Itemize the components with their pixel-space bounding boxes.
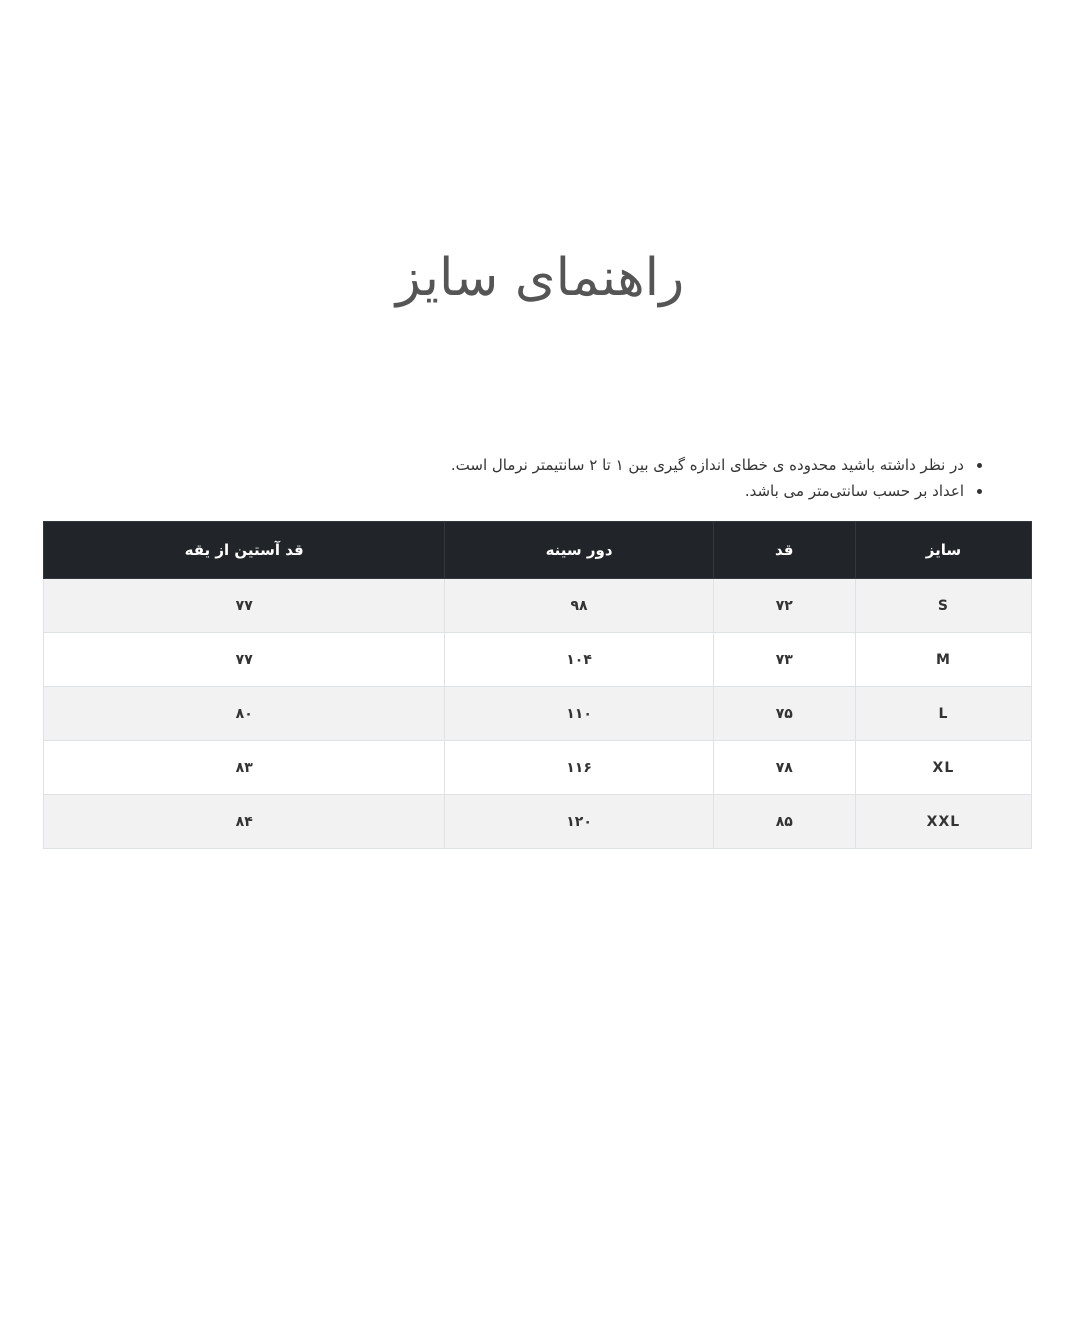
cell-sleeve-length: ۸۴: [44, 795, 445, 849]
cell-size: L: [855, 687, 1031, 741]
table-row: [44, 795, 1032, 849]
table-row: [44, 579, 1032, 633]
table-header: [44, 522, 1032, 579]
cell-chest: ۱۱۶: [445, 741, 713, 795]
notes-list: [451, 452, 988, 504]
cell-size: S: [855, 579, 1031, 633]
note-item: • در نظر داشته باشید محدوده ی خطای اندازه گیری بین ۱ تا ۲ سانتیمتر نرمال است.: [451, 452, 966, 478]
cell-sleeve-length: ۷۷: [44, 633, 445, 687]
header-chest: دور سینه: [445, 522, 713, 579]
cell-height: ۸۵: [713, 795, 855, 849]
cell-size: XL: [855, 741, 1031, 795]
cell-sleeve-length: ۸۰: [44, 687, 445, 741]
cell-size: XXL: [855, 795, 1031, 849]
cell-chest: ۱۰۴: [445, 633, 713, 687]
table-row: [44, 633, 1032, 687]
cell-sleeve-length: ۷۷: [44, 579, 445, 633]
page-title: راهنمای سایز: [395, 248, 685, 308]
cell-sleeve-length: ۸۳: [44, 741, 445, 795]
header-size: سایز: [855, 522, 1031, 579]
cell-height: ۷۸: [713, 741, 855, 795]
table-body: [44, 579, 1032, 849]
cell-size: M: [855, 633, 1031, 687]
cell-chest: ۱۲۰: [445, 795, 713, 849]
header-sleeve-length: قد آستین از یقه: [44, 522, 445, 579]
table-row: [44, 687, 1032, 741]
size-table: [43, 521, 1032, 849]
cell-chest: ۱۱۰: [445, 687, 713, 741]
cell-chest: ۹۸: [445, 579, 713, 633]
header-height: قد: [713, 522, 855, 579]
header-row: [44, 522, 1032, 579]
table-row: [44, 741, 1032, 795]
cell-height: ۷۲: [713, 579, 855, 633]
cell-height: ۷۳: [713, 633, 855, 687]
cell-height: ۷۵: [713, 687, 855, 741]
note-item: • اعداد بر حسب سانتی‌متر می باشد.: [451, 478, 966, 504]
